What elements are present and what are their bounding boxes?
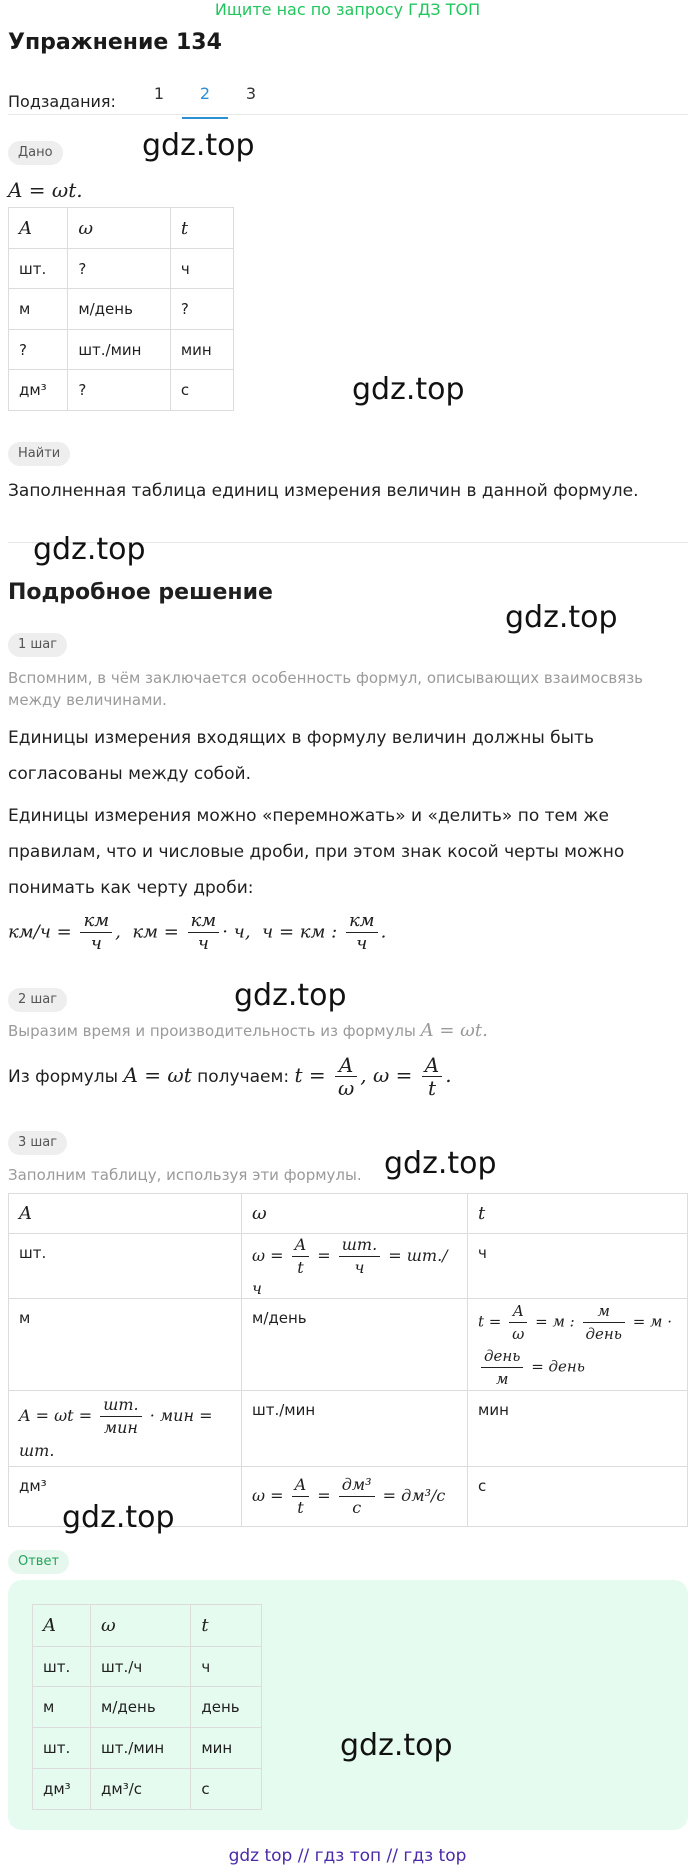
step1-paragraph-2: Единицы измерения можно «перемножать» и «делить» по тем же правилам, что и числовые дроби, при этом знак косой черты можно понимать как черту дроби: <box>8 806 625 898</box>
table-cell: ч <box>468 1234 688 1299</box>
table-cell-formula: ω = $\frac{A}{t}$ = $\frac{\text{дм³}}{с}$ = дм³/с <box>242 1467 468 1527</box>
table-cell: м/день <box>91 1687 191 1728</box>
table-cell: дм³/с <box>91 1769 191 1810</box>
table-cell: с <box>468 1467 688 1527</box>
table-cell: шт./ч <box>91 1647 191 1687</box>
step2-hint-line <box>8 1020 688 1042</box>
step1-pill: 1 шаг <box>8 633 67 657</box>
table-cell: дм³ <box>9 370 68 411</box>
table-cell: шт. <box>33 1647 91 1687</box>
footer-links[interactable]: gdz top // гдз топ // гдз top <box>228 1846 467 1866</box>
step2-lead-formula: A = ωt <box>123 1063 192 1087</box>
solution-table <box>8 1193 688 1527</box>
table-row <box>9 1299 688 1391</box>
watermark: gdz.top <box>505 600 618 635</box>
step2-pill: 2 шаг <box>8 988 67 1012</box>
table-row <box>9 370 234 411</box>
subtask-tab-3[interactable]: 3 <box>245 84 257 103</box>
step2-gives: получаем: <box>197 1067 290 1087</box>
step2-hint-formula: A = ωt. <box>420 1020 488 1041</box>
solution-title: Подробное решение <box>8 580 273 605</box>
table-cell: шт. <box>9 249 68 289</box>
table-cell: шт./мин <box>242 1391 468 1467</box>
table-cell: ч <box>191 1647 262 1687</box>
answer-pill: Ответ <box>8 1550 69 1574</box>
solution-header-a: A <box>9 1194 242 1234</box>
step1-paragraph-1: Единицы измерения входящих в формулу величин должны быть согласованы между собой. <box>8 728 594 784</box>
step3-hint: Заполним таблицу, используя эти формулы. <box>8 1166 362 1184</box>
table-row <box>33 1687 262 1728</box>
table-row <box>9 330 234 370</box>
table-row <box>9 1234 688 1299</box>
answer-header-a: A <box>33 1605 91 1647</box>
watermark: gdz.top <box>234 978 347 1013</box>
given-header-a: A <box>9 208 68 249</box>
table-row <box>33 1728 262 1769</box>
step1-hint: Вспомним, в чём заключается особенность формул, описывающих взаимосвязь между величинами. <box>8 669 644 709</box>
given-pill: Дано <box>8 141 63 165</box>
subtask-tab-2[interactable]: 2 <box>182 84 228 119</box>
subtasks-label: Подзадания: <box>8 92 116 111</box>
table-row <box>9 289 234 330</box>
table-cell: шт./мин <box>91 1728 191 1769</box>
step1-fractions-formula: км/ч = $\frac{км}{ч}$ , км = $\frac{км}{ч}$ · ч, ч = км : $\frac{км}{ч}$ . <box>8 910 387 954</box>
watermark: gdz.top <box>62 1500 175 1535</box>
step2-result-formula: t = $\frac{A}{\omega}$ , ω = $\frac{A}{t}$ . <box>294 1053 452 1100</box>
table-cell: м <box>9 1299 242 1391</box>
table-cell: м <box>33 1687 91 1728</box>
table-cell: дм³ <box>33 1769 91 1810</box>
table-cell-formula: ω = $\frac{A}{t}$ = $\frac{шт.}{ч}$ = шт./ч <box>242 1234 468 1299</box>
promo-banner[interactable]: Ищите нас по запросу ГДЗ ТОП <box>214 0 481 19</box>
table-row <box>9 1391 688 1467</box>
page-title: Упражнение 134 <box>8 30 222 55</box>
table-cell: ? <box>68 370 171 411</box>
table-cell-formula: A = ωt = $\frac{шт.}{\text{мин}}$ · мин = шт. <box>9 1391 242 1467</box>
divider <box>8 114 688 115</box>
table-cell: ? <box>170 289 233 330</box>
watermark: gdz.top <box>352 372 465 407</box>
given-header-w: ω <box>68 208 171 249</box>
step2-hint: Выразим время и производительность из формулы <box>8 1022 416 1040</box>
find-text: Заполненная таблица единиц измерения величин в данной формуле. <box>8 481 639 501</box>
watermark: gdz.top <box>340 1728 453 1763</box>
table-cell: с <box>170 370 233 411</box>
table-cell: ? <box>9 330 68 370</box>
step3-pill: 3 шаг <box>8 1131 67 1155</box>
table-cell: мин <box>170 330 233 370</box>
given-header-t: t <box>170 208 233 249</box>
table-cell: ? <box>68 249 171 289</box>
table-cell: дм³ <box>9 1467 242 1527</box>
table-cell: м/день <box>68 289 171 330</box>
given-table <box>8 207 234 411</box>
table-cell: мин <box>191 1728 262 1769</box>
watermark: gdz.top <box>33 532 146 567</box>
table-cell: ч <box>170 249 233 289</box>
table-cell: шт. <box>33 1728 91 1769</box>
table-cell: шт. <box>9 1234 242 1299</box>
step2-lead: Из формулы <box>8 1067 119 1087</box>
answer-table <box>32 1604 262 1810</box>
solution-header-t: t <box>468 1194 688 1234</box>
table-cell-formula: t = $\frac{A}{\omega}$ = м : $\frac{м}{\text{день}}$ = м · $\frac{\text{день}}{м}$ = день <box>468 1299 688 1391</box>
table-cell: шт./мин <box>68 330 171 370</box>
table-row <box>9 249 234 289</box>
answer-header-w: ω <box>91 1605 191 1647</box>
table-cell: м/день <box>242 1299 468 1391</box>
watermark: gdz.top <box>142 128 255 163</box>
given-formula: A = ωt. <box>8 178 83 202</box>
table-cell: день <box>191 1687 262 1728</box>
table-cell: мин <box>468 1391 688 1467</box>
step2-result-line <box>8 1050 688 1102</box>
subtask-tab-1[interactable]: 1 <box>153 84 165 103</box>
table-row <box>33 1769 262 1810</box>
find-pill: Найти <box>8 442 70 466</box>
solution-header-w: ω <box>242 1194 468 1234</box>
table-cell: м <box>9 289 68 330</box>
table-row <box>33 1647 262 1687</box>
table-cell: с <box>191 1769 262 1810</box>
watermark: gdz.top <box>384 1146 497 1181</box>
answer-header-t: t <box>191 1605 262 1647</box>
